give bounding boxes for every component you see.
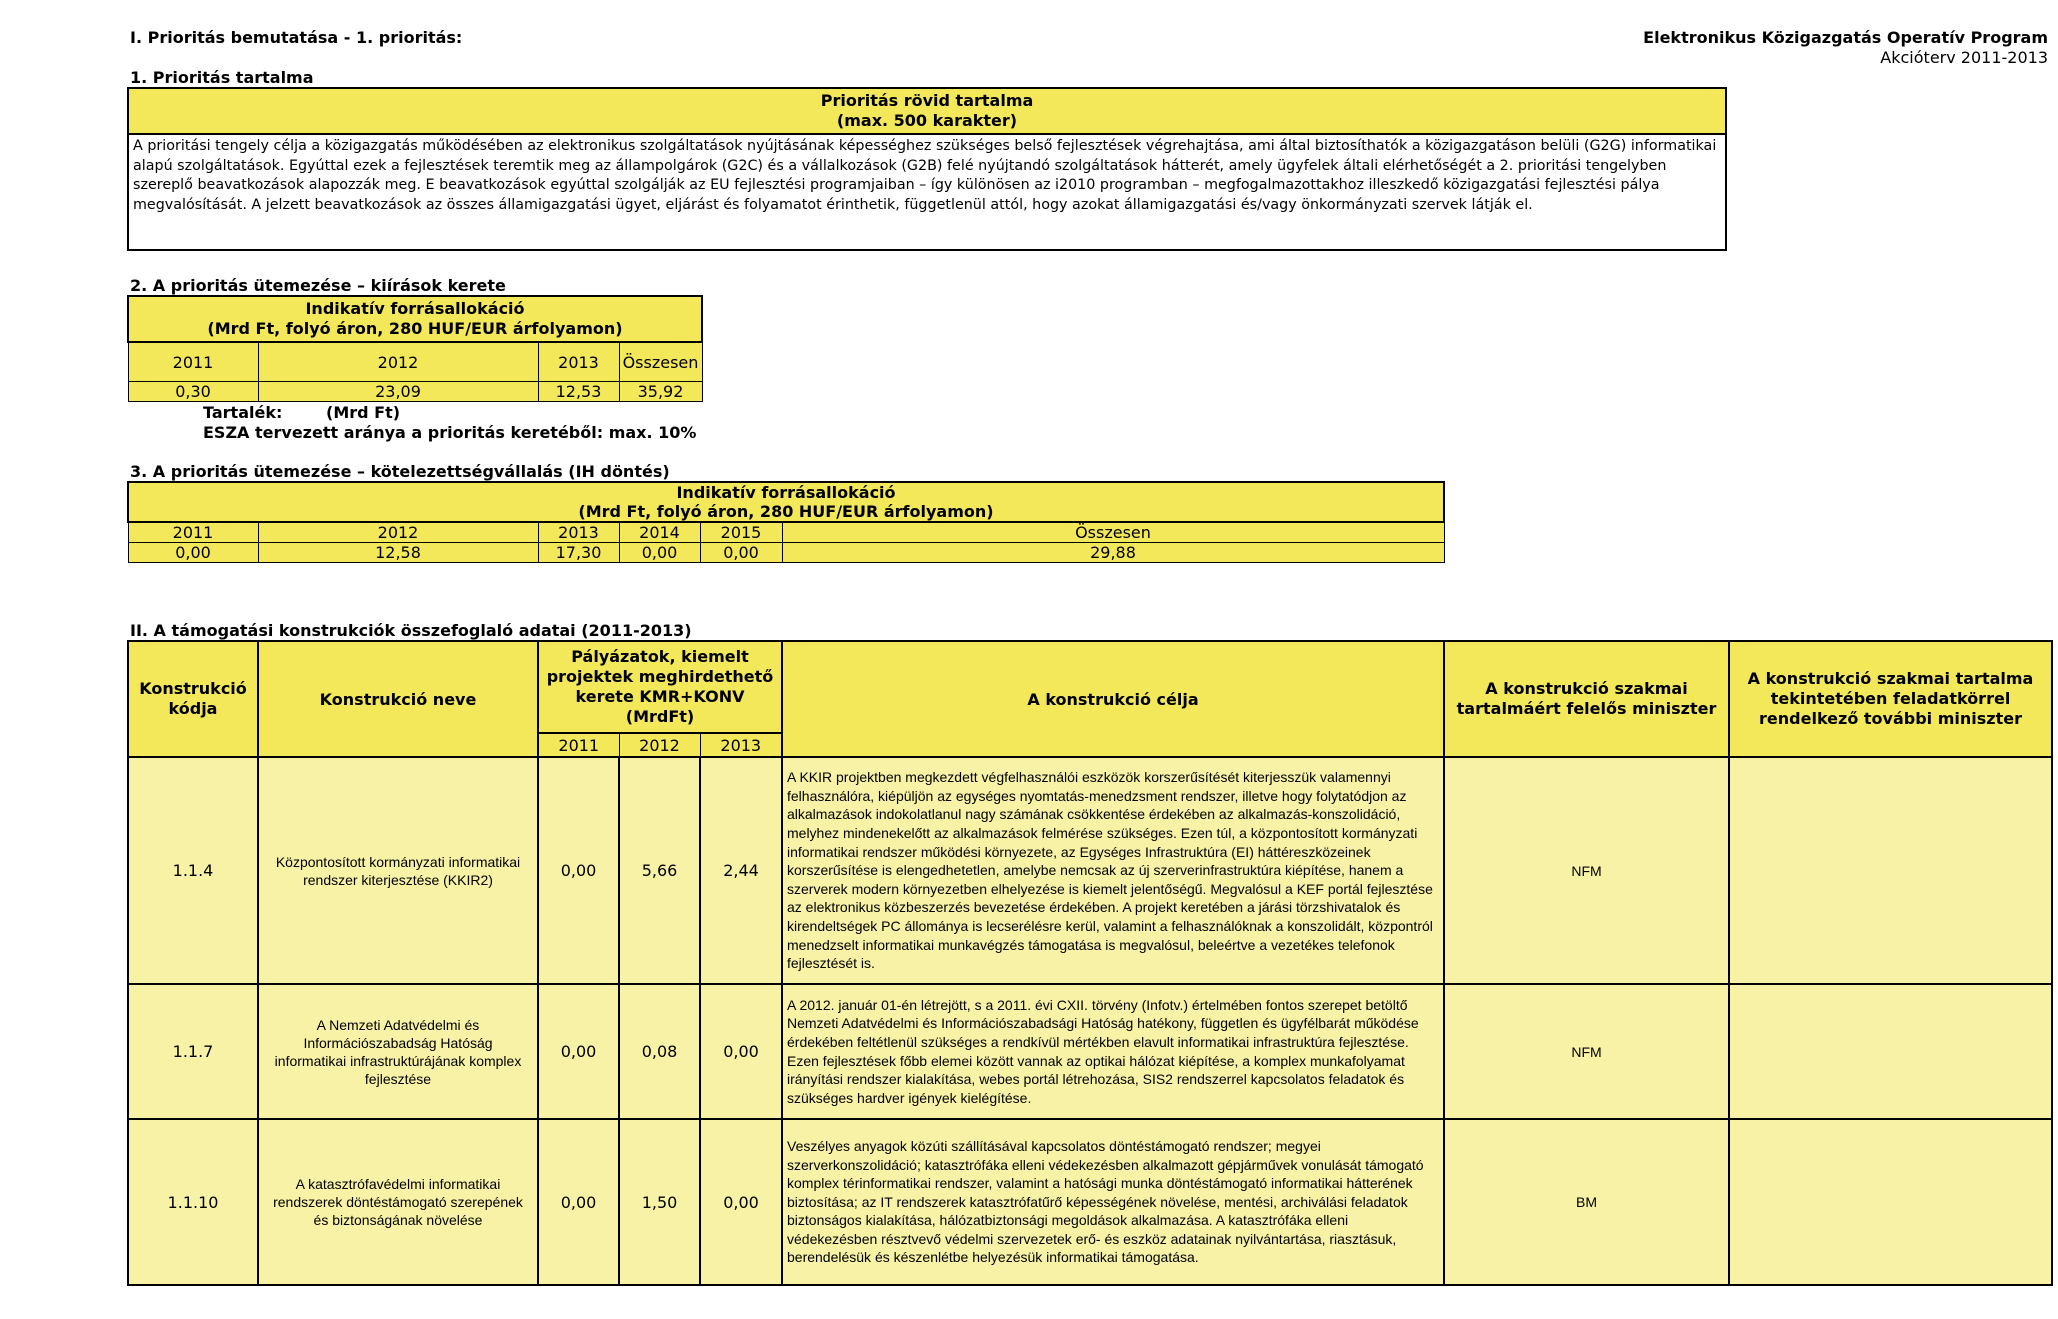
calls-frame-title-line1: Indikatív forrásallokáció — [305, 299, 525, 318]
row-name: A Nemzeti Adatvédelmi és Információszabadság Hatóság informatikai infrastruktúrájának komplex fejlesztése — [258, 984, 538, 1119]
priority-content-title-line2: (max. 500 karakter) — [836, 111, 1018, 130]
section4-heading: II. A támogatási konstrukciók összefoglaló adatai (2011-2013) — [130, 621, 692, 640]
row-value-2013: 2,44 — [700, 757, 782, 984]
section3-heading: 3. A prioritás ütemezése – kötelezettségvállalás (IH döntés) — [130, 462, 670, 481]
row-value-2011: 0,00 — [538, 757, 619, 984]
commit-val-2013: 17,30 — [538, 543, 619, 563]
priority-content-text: A prioritási tengely célja a közigazgatás működésében az elektronikus szolgáltatások nyújtásának képességhez szükséges belső fejlesztések végrehajtása, ami által biztosíthatók a közigazgatáson belüli (G2G) informatikai alapú szolgáltatások. Egyúttal ezek a fejlesztések teremtik meg az állampolgárok (G2C) és a vállalkozások (G2B) felé nyújtandó szolgáltatások hátterét, amely ügyfelek általi elérhetőségét a 2. prioritási tengelyben szereplő beavatkozások alapozzák meg. E beavatkozások egyúttal szolgálják az EU fejlesztési programjaiban – így különösen az i2010 programban – megfogalmazottakhoz illeszkedő közigazgatási fejlesztési pálya megvalósítását. A jelzett beavatkozások az összes államigazgatási ügyet, eljárást és folyamatot érinthetik, függetlenül attól, hogy azokat államigazgatási és/vagy önkormányzati szervek látják el. — [128, 134, 1726, 250]
row-goal: Veszélyes anyagok közúti szállításával kapcsolatos döntéstámogató rendszer; megyei szerverkonszolidáció; katasztrófáka elleni védekezésben alkalmazott gépjárművek vonulását támogató komplex térinformatikai rendszer, valamint a hatósági munka döntéstámogató informatikai hátterének biztosítása; az IT rendszerek katasztrófatűrő képességének növelése, mentési, archiválási feladatok biztonságos kialakítása, hálózatbiztonsági megoldások alkalmazása. A katasztrófáka elleni védekezésben résztvevő védelmi szervezetek erő- és eszköz adatainak nyilvántartása, riasztásuk, berendelésük és készenlétbe helyezésük informatikai támogatása. — [782, 1119, 1444, 1285]
row-value-2013: 0,00 — [700, 1119, 782, 1285]
col-header-year-2013: 2013 — [700, 733, 782, 757]
row-other-minister — [1729, 757, 2052, 984]
row-value-2011: 0,00 — [538, 1119, 619, 1285]
commitment-table — [127, 481, 1445, 563]
section1-heading: 1. Prioritás tartalma — [130, 68, 314, 87]
calls-val-total: 35,92 — [619, 382, 702, 402]
col-header-code: Konstrukció kódja — [128, 641, 258, 757]
commit-col-2014: 2014 — [619, 522, 700, 543]
col-header-other-minister: A konstrukció szakmai tartalma tekintetében feladatkörrel rendelkező további miniszter — [1729, 641, 2052, 757]
col-header-goal: A konstrukció célja — [782, 641, 1444, 757]
row-name: Központosított kormányzati informatikai rendszer kiterjesztése (KKIR2) — [258, 757, 538, 984]
priority-content-table — [127, 87, 1727, 251]
calls-val-2013: 12,53 — [538, 382, 619, 402]
section2-heading: 2. A prioritás ütemezése – kiírások kerete — [130, 276, 506, 295]
esza-text: ESZA tervezett aránya a prioritás keretéből: max. 10% — [203, 423, 697, 442]
priority-content-title — [128, 88, 1726, 134]
commitment-title — [128, 482, 1444, 522]
row-minister: NFM — [1444, 984, 1729, 1119]
calls-val-2012: 23,09 — [258, 382, 538, 402]
commit-col-2015: 2015 — [700, 522, 782, 543]
row-goal: A 2012. január 01-én létrejött, s a 2011. évi CXII. törvény (Infotv.) értelmében fontos szerepet betöltő Nemzeti Adatvédelmi és Információszabadsági Hatóság hatékony, független és ügyfélbarát működése érdekében feltétlenül szükséges a rendkívül mértékben elavult informatikai infrastruktúra fejlesztése. Ezen fejlesztések főbb elemei között vannak az optikai hálózat kiépítése, a komplex munkafolyamat irányítási rendszer kialakítása, webes portál létrehozása, SIS2 rendszerrel kapcsolatos feladatok és szükséges hardver igények kielégítése. — [782, 984, 1444, 1119]
row-name: A katasztrófavédelmi informatikai rendszerek döntéstámogató szerepének és biztonságának növelése — [258, 1119, 538, 1285]
row-value-2011: 0,00 — [538, 984, 619, 1119]
commit-col-2011: 2011 — [128, 522, 258, 543]
commit-val-2014: 0,00 — [619, 543, 700, 563]
row-goal: A KKIR projektben megkezdett végfelhasználói eszközök korszerűsítését kiterjesszük valamennyi felhasználóra, kiépüljön az egységes nyomtatás-menedzsment rendszer, illetve hogy folytatódjon az alkalmazások indokolatlanul nagy számának csökkentése érdekében az alkalmazás-konszolidáció, melyhez mindenekelőtt az alkalmazások felmérése szükséges. Ezen túl, a központosított kormányzati informatikai rendszer működési környezete, az Egységes Infrastruktúra (EI) háttéreszközeinek korszerűsítése is elengedhetetlen, amelybe nemcsak az új szerverinfrastruktúra kiépítése, hanem a szerverek modern környezetben elhelyezése is kiemelt jelentőségű. Megvalósul a KEF portál fejlesztése az elektronikus közbeszerzés bevezetése érdekében. A projekt keretében a járási törzshivatalok és kirendeltségek PC állománya is lecserélésre kerül, valamint a felhasználóknak a konszolidált, központról menedzselt informatikai munkavégzés támogatása is megvalósul, beleértve a vezetékes telefonok fejlesztését is. — [782, 757, 1444, 984]
row-value-2013: 0,00 — [700, 984, 782, 1119]
table-row — [128, 984, 2052, 1119]
row-value-2012: 0,08 — [619, 984, 700, 1119]
row-code: 1.1.10 — [128, 1119, 258, 1285]
col-header-name: Konstrukció neve — [258, 641, 538, 757]
col-header-minister: A konstrukció szakmai tartalmáért felelős miniszter — [1444, 641, 1729, 757]
commit-val-2012: 12,58 — [258, 543, 538, 563]
commit-val-2015: 0,00 — [700, 543, 782, 563]
calls-col-total: Összesen — [619, 342, 702, 382]
priority-content-title-line1: Prioritás rövid tartalma — [820, 91, 1034, 110]
table-row — [128, 1119, 2052, 1285]
col-header-budget: Pályázatok, kiemelt projektek meghirdethető kerete KMR+KONV (MrdFt) — [538, 641, 782, 733]
program-title: Elektronikus Közigazgatás Operatív Program — [1643, 28, 2048, 47]
calls-frame-title — [128, 296, 702, 342]
row-other-minister — [1729, 984, 2052, 1119]
calls-val-2011: 0,30 — [128, 382, 258, 402]
reserve-unit: (Mrd Ft) — [326, 403, 401, 422]
commit-col-2012: 2012 — [258, 522, 538, 543]
commit-col-total: Összesen — [782, 522, 1444, 543]
row-other-minister — [1729, 1119, 2052, 1285]
calls-col-2011: 2011 — [128, 342, 258, 382]
calls-frame-table — [127, 295, 703, 402]
row-minister: NFM — [1444, 757, 1729, 984]
col-header-year-2012: 2012 — [619, 733, 700, 757]
row-minister: BM — [1444, 1119, 1729, 1285]
commitment-title-line1: Indikatív forrásallokáció — [676, 483, 896, 502]
program-subtitle: Akcióterv 2011-2013 — [1880, 48, 2048, 67]
reserve-label: Tartalék: — [203, 403, 283, 422]
page-title: I. Prioritás bemutatása - 1. prioritás: — [130, 28, 463, 47]
table-row — [128, 757, 2052, 984]
calls-col-2012: 2012 — [258, 342, 538, 382]
row-code: 1.1.7 — [128, 984, 258, 1119]
row-code: 1.1.4 — [128, 757, 258, 984]
calls-frame-title-line2: (Mrd Ft, folyó áron, 280 HUF/EUR árfolyamon) — [207, 319, 623, 338]
calls-col-2013: 2013 — [538, 342, 619, 382]
constructions-table — [127, 640, 2053, 1286]
row-value-2012: 1,50 — [619, 1119, 700, 1285]
col-header-year-2011: 2011 — [538, 733, 619, 757]
commitment-title-line2: (Mrd Ft, folyó áron, 280 HUF/EUR árfolyamon) — [578, 502, 994, 521]
commit-val-total: 29,88 — [782, 543, 1444, 563]
commit-val-2011: 0,00 — [128, 543, 258, 563]
commit-col-2013: 2013 — [538, 522, 619, 543]
row-value-2012: 5,66 — [619, 757, 700, 984]
